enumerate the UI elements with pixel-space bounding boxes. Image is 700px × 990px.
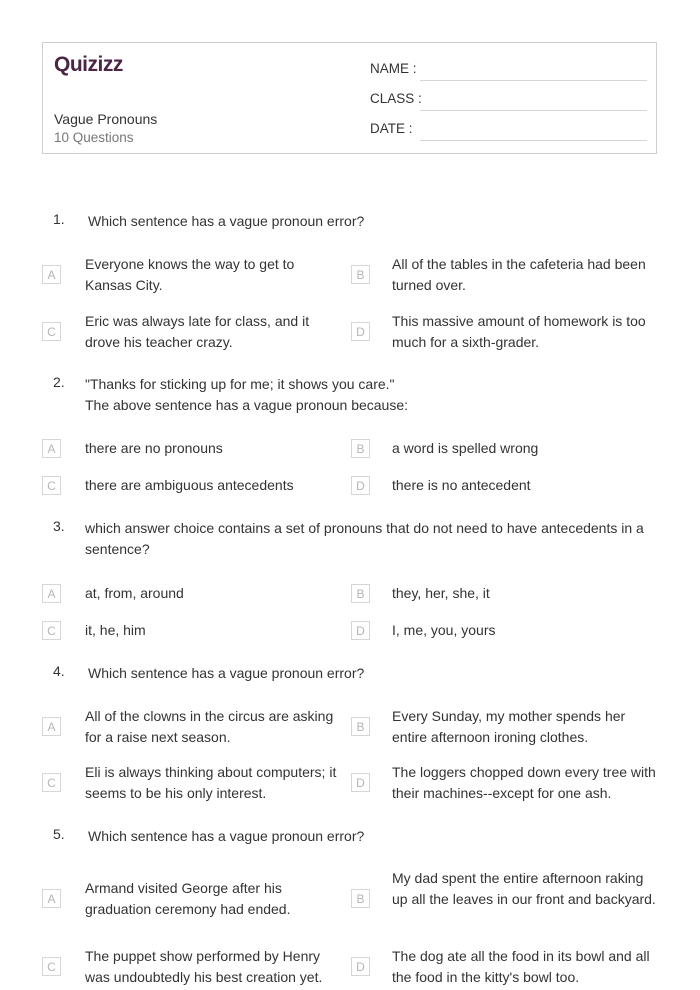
option-text: Every Sunday, my mother spends her entire afternoon ironing clothes. bbox=[392, 708, 626, 745]
question-number: 3. bbox=[53, 518, 65, 534]
option-letter: A bbox=[42, 584, 61, 603]
option-letter: C bbox=[42, 957, 61, 976]
option-text: they, her, she, it bbox=[392, 585, 490, 601]
option-letter: D bbox=[351, 621, 370, 640]
option-text: I, me, you, yours bbox=[392, 622, 496, 638]
option-text: Eric was always late for class, and it drove his teacher crazy. bbox=[85, 313, 310, 350]
question-text: "Thanks for sticking up for me; it shows you care." bbox=[85, 376, 395, 392]
option-letter: B bbox=[351, 439, 370, 458]
option-letter: D bbox=[351, 476, 370, 495]
option-letter: C bbox=[42, 476, 61, 495]
option-letter: B bbox=[351, 584, 370, 603]
option-letter: A bbox=[42, 889, 61, 908]
class-field[interactable] bbox=[370, 91, 647, 111]
question-number: 4. bbox=[53, 663, 65, 679]
question-number: 5. bbox=[53, 826, 65, 842]
question-text: which answer choice contains a set of pronouns that do not need to have antecedents in a sentence? bbox=[85, 520, 644, 557]
question-text: Which sentence has a vague pronoun error? bbox=[88, 828, 365, 844]
option-text: The loggers chopped down every tree with their machines--except for one ash. bbox=[392, 764, 656, 801]
option-text: there is no antecedent bbox=[392, 477, 531, 493]
option-letter: A bbox=[42, 439, 61, 458]
name-line bbox=[420, 80, 647, 81]
option-letter: C bbox=[42, 621, 61, 640]
option-text: Everyone knows the way to get to Kansas City. bbox=[85, 256, 295, 293]
option-text: The puppet show performed by Henry was undoubtedly his best creation yet. bbox=[85, 948, 323, 985]
question-text: Which sentence has a vague pronoun error? bbox=[88, 213, 365, 229]
option-text: it, he, him bbox=[85, 622, 146, 638]
quizizz-logo: Quizizz bbox=[54, 53, 123, 76]
worksheet-title: Vague Pronouns bbox=[54, 111, 158, 127]
name-field[interactable] bbox=[370, 61, 647, 81]
question-number: 2. bbox=[53, 374, 65, 390]
option-text: there are no pronouns bbox=[85, 440, 223, 456]
question-text: Which sentence has a vague pronoun error? bbox=[88, 665, 365, 681]
option-text: All of the tables in the cafeteria had been turned over. bbox=[392, 256, 646, 293]
date-field[interactable] bbox=[370, 121, 647, 141]
question-count: 10 Questions bbox=[54, 130, 134, 145]
option-text: there are ambiguous antecedents bbox=[85, 477, 294, 493]
option-text: This massive amount of homework is too much for a sixth-grader. bbox=[392, 313, 646, 350]
option-text: a word is spelled wrong bbox=[392, 440, 539, 456]
option-letter: B bbox=[351, 717, 370, 736]
option-letter: B bbox=[351, 889, 370, 908]
option-text: The dog ate all the food in its bowl and all the food in the kitty's bowl too. bbox=[392, 948, 650, 985]
option-letter: A bbox=[42, 717, 61, 736]
option-letter: A bbox=[42, 265, 61, 284]
option-text: Eli is always thinking about computers; it seems to be his only interest. bbox=[85, 764, 337, 801]
option-text: My dad spent the entire afternoon raking up all the leaves in our front and backyard. bbox=[392, 870, 656, 907]
date-line bbox=[420, 140, 647, 141]
option-letter: D bbox=[351, 957, 370, 976]
option-letter: C bbox=[42, 773, 61, 792]
name-label: NAME : bbox=[370, 61, 417, 76]
class-label: CLASS : bbox=[370, 91, 422, 106]
question-number: 1. bbox=[53, 211, 65, 227]
worksheet-header bbox=[42, 42, 657, 154]
option-letter: D bbox=[351, 773, 370, 792]
option-text: Armand visited George after his graduation ceremony had ended. bbox=[85, 880, 291, 917]
class-line bbox=[420, 110, 647, 111]
option-letter: C bbox=[42, 322, 61, 341]
option-letter: B bbox=[351, 265, 370, 284]
date-label: DATE : bbox=[370, 121, 413, 136]
option-text: at, from, around bbox=[85, 585, 184, 601]
option-text: All of the clowns in the circus are asking for a raise next season. bbox=[85, 708, 334, 745]
option-letter: D bbox=[351, 322, 370, 341]
question-text-line-2: The above sentence has a vague pronoun because: bbox=[85, 397, 409, 413]
